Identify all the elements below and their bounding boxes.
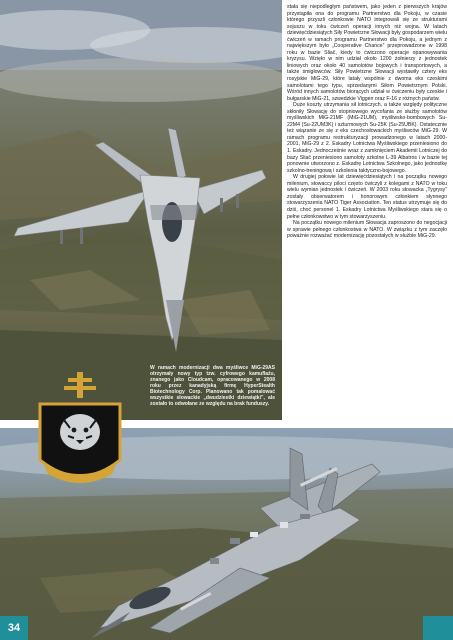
corner-accent: [423, 616, 453, 640]
article-paragraph: W drugiej połowie lat dziewięćdziesiątych i na początku nowego milenium, słowaccy piloci często ćwiczyli z kolegami z NATO w toku wielu wymian jednostek i ćwiczeń. W 2003 roku słowacka „Tygrysy” zostały obserwatorem i honorowym członkiem słynnego stowarzyszenia NATO Tiger Association. Ten status utrzymuje się do dziś, choć personel 1. Eskadry Lotnictwa Myśliwskiego stara się o pełne członkowstwo w tym stowarzyszeniu.: [287, 174, 447, 220]
tiger-squadron-patch-icon: [34, 370, 126, 494]
article-text: [287, 4, 447, 424]
article-paragraph: Na początku nowego milenium Słowacja zaproszono do negocjacji w sprawie pełnego członkostwa w NATO. W związku z tym zaczęło poważnie rozważać modernizację pozostałych w służbie MiG-29.: [287, 220, 447, 240]
mig29-top-illustration: [0, 0, 282, 420]
photo-mig29-top: [0, 0, 282, 420]
article-paragraph: Duże koszty utrzymania sił lotniczych, a także względy polityczne skłoniły Słowację do stopniowego wycofania ze służby samolotów myśliwskich MiG-21MF (MiG-21UM), myśliwsko-bombowych Su-22M4 (Su-22UM3K) i szturmowych Su-25K (Su-25UBK). Ostatecznie też wiązanie ze się z eks czechosłowackich myśliwców MiG-29. W ramach programu restrukturyzacji prowadzonego w latach 2000-2001, MiG-29 z 2. Eskadry Lotnictwa Myśliwskiego przeniesiono do 1. Eskadry. Jednocześnie wraz z zamknięciem Akademii Lotniczej do bazy Sliač przeniesiono samoloty szkolne L-39 Albatros i w bazie tej ponownie utworzono z. Eskadrę Lotnictwa Szkolnego, jako jednostkę szkolno-treningową i szkolenia taktyczno-bojowego.: [287, 102, 447, 174]
squadron-patch: [34, 370, 126, 494]
photo-caption: W ramach modernizacji dwa myśliwce MiG-29AS otrzymały nowy typ tzw. cyfrowego kamuflażu, znanego jako Cloudcam, opracowanego w 2008 roku przez kanadyjską firmę HyperStealth Biotechnology Corp. Planowano tak pomalować wszystkie słowackie „dwudziestki dziewiątki”, ale zostało to odwołane ze względu na brak funduszy.: [150, 365, 275, 407]
page-number: 34: [0, 616, 28, 640]
article-paragraph: stała się niepodległym państwem, jako jeden z pierwszych krajów przystąpiła ona do programu Partnerstwo dla Pokoju, w czasie którego przyszli członkowie NATO integrowali się ze strukturami sojuszu w toku ćwiczeń operacji innych niż wojna. W latach dziewięćdziesiątych Siły Powietrzne Słowacji były gospodarzem wielu ćwiczeń w ramach programu Partnerstwo dla Pokoju, a jednym z największym było „Cooperative Chance” przeprowadzone w 1998 roku w bazie Sliač, kiedy to ćwiczono operacje opanowywania kryzysu. Wzięło w nim udział około 1200 żołnierzy z jednostek liniowych oraz około 40 samolotów bojowych i transportowych, a także śmigłowców. Siły Powietrzne Słowacji wystawiły cztery eks rosyjskie MiG-29, które latały wspólnie z dwoma eks czeskimi samolotami tego typu, sprzedanymi Siłom Powietrznym Polski. Wśród innych samolotów biorących udział w ćwiczeniu były czeskie i bułgarskie MiG-21, szwedzkie Viggen oraz F-16 z różnych państw.: [287, 4, 447, 102]
